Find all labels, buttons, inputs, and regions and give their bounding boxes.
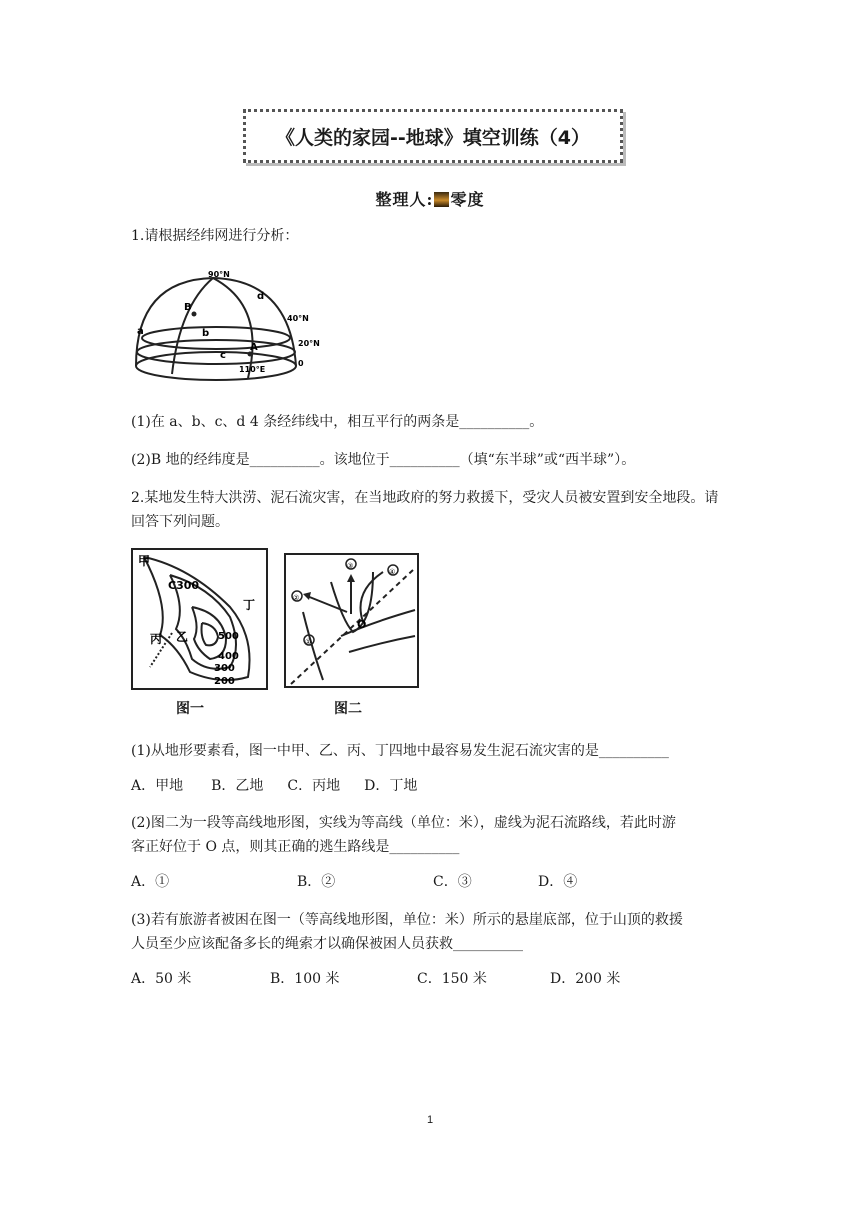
contour-line-4 bbox=[349, 636, 415, 652]
option[interactable]: A．① bbox=[131, 874, 170, 890]
line-b-label: b bbox=[202, 328, 210, 339]
q1-sub1: (1)在 a、b、c、d 4 条经纬线中，相互平行的两条是__________。 bbox=[131, 414, 544, 430]
q2-sub2-line1: (2)图二为一段等高线地形图，实线为等高线（单位：米），虚线为泥石流路线，若此时游 bbox=[131, 815, 676, 831]
contour-map-figure-1 bbox=[130, 547, 270, 692]
line-a-label: a bbox=[137, 326, 144, 337]
contour-500 bbox=[202, 623, 219, 645]
place-ding-label: 丁 bbox=[243, 598, 256, 612]
q2-stem: 2.某地发生特大洪涝、泥石流灾害，在当地政府的努力救援下，受灾人员被安置到安全地段。请回答下列问题。 bbox=[131, 490, 719, 530]
lat-0-label: 0 bbox=[298, 359, 304, 368]
contour-map-figure-2 bbox=[283, 552, 421, 692]
option[interactable]: B．100 米 bbox=[270, 971, 340, 987]
page-title: 《人类的家园--地球》填空训练（4） bbox=[276, 126, 590, 149]
place-yi-label: 乙 bbox=[176, 630, 189, 644]
route-2-label: ② bbox=[293, 594, 300, 602]
option[interactable]: A．50 米 bbox=[131, 971, 192, 987]
lat-40-label: 40°N bbox=[287, 314, 309, 323]
contour-300-label: 300 bbox=[214, 663, 235, 674]
point-b-label: B bbox=[184, 302, 192, 313]
organizer-name: 零度 bbox=[450, 190, 485, 209]
point-a-label: A bbox=[250, 342, 258, 353]
option[interactable]: B．② bbox=[297, 874, 336, 890]
organizer-prefix: 整理人: bbox=[375, 190, 434, 209]
q2-sub2-line2: 客正好位于 O 点，则其正确的逃生路线是__________ bbox=[131, 839, 460, 855]
contour-c300-label: C300 bbox=[168, 579, 200, 592]
avatar-icon bbox=[434, 192, 449, 207]
contour-400-label: 400 bbox=[218, 651, 239, 662]
point-o-label: O bbox=[357, 618, 367, 631]
q2-sub3-line2: 人员至少应该配备多长的绳索才以确保被困人员获救__________ bbox=[131, 936, 523, 952]
option[interactable]: D．丁地 bbox=[364, 778, 418, 794]
meridian-a bbox=[172, 278, 213, 374]
line-c-label: c bbox=[220, 350, 226, 361]
route-4-label: ④ bbox=[389, 568, 396, 576]
route-3-label: ③ bbox=[347, 562, 354, 570]
option[interactable]: D．④ bbox=[538, 874, 578, 890]
route-1-label: ① bbox=[305, 638, 312, 646]
organizer-line bbox=[0, 187, 860, 210]
equator-ellipse bbox=[136, 352, 296, 380]
contour-line-3 bbox=[341, 610, 415, 636]
option[interactable]: D．200 米 bbox=[550, 971, 621, 987]
lat-90-label: 90°N bbox=[208, 270, 230, 279]
contour-500-label: 500 bbox=[218, 631, 239, 642]
option[interactable]: A．甲地 bbox=[131, 778, 184, 794]
q1-stem: 1.请根据经纬网进行分析： bbox=[131, 228, 299, 244]
option[interactable]: C．③ bbox=[433, 874, 472, 890]
figure-2-caption: 图二 bbox=[334, 701, 362, 717]
q1-sub2: (2)B 地的经纬度是__________。该地位于__________（填“东半球”或“西半球”）。 bbox=[131, 452, 636, 468]
lat-20-label: 20°N bbox=[298, 339, 320, 348]
q2-sub1: (1)从地形要素看，图一中甲、乙、丙、丁四地中最容易发生泥石流灾害的是__________ bbox=[131, 743, 669, 759]
option[interactable]: C．150 米 bbox=[417, 971, 487, 987]
q2-sub3-line1: (3)若有旅游者被困在图一（等高线地形图，单位：米）所示的悬崖底部，位于山顶的救援 bbox=[131, 912, 683, 928]
lat-40-ellipse bbox=[142, 327, 290, 349]
option[interactable]: B．乙地 bbox=[211, 778, 264, 794]
q2-sub1-options bbox=[131, 775, 417, 797]
graticule-figure bbox=[128, 266, 328, 384]
title-box bbox=[243, 109, 623, 163]
place-bing-label: 丙 bbox=[150, 632, 163, 646]
option[interactable]: C．丙地 bbox=[287, 778, 341, 794]
line-d-label: d bbox=[257, 291, 265, 302]
escape-arrow-2 bbox=[307, 596, 347, 612]
figure-1-caption: 图一 bbox=[176, 701, 204, 717]
page-number: 1 bbox=[426, 1114, 434, 1126]
contour-200-label: 200 bbox=[214, 676, 235, 687]
lon-110-label: 110°E bbox=[239, 365, 266, 374]
place-jia-label: 甲 bbox=[138, 554, 151, 568]
point-b-marker bbox=[192, 312, 197, 317]
